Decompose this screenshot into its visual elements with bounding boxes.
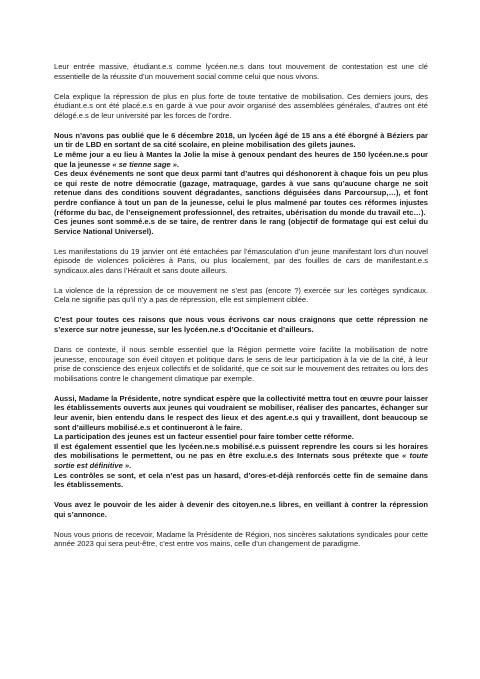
paragraph-youth-silenced: Ces jeunes sont sommé.e.s de se taire, de rentrer dans le rang (objectif de formatage qui est celui du Service National Universel). [54,217,428,236]
paragraph-power: Vous avez le pouvoir de les aider à devenir des citoyen.ne.s libres, en veillant à contrer la répression qui s’annonce. [54,500,428,519]
paragraph-events: Ces deux événements ne sont que deux parmi tant d’autres qui déshonorent à chaque fois un peu plus ce qui reste de notre démocratie (gazage, matraquage, gardes à vue sans qu’aucune charge ne soit retenue dans des conditions souvent dégradantes, sanctions déguisées dans Parcoursup,…), et font perdre confiance à tout un pan de la jeunesse, celui le plus malmené par toutes ces réformes injustes (réforme du bac, de l’enseignement professionnel, des retraites, ubérisation du monde du travail etc…). [54,169,428,217]
paragraph-targeted-repression: La violence de la répression de ce mouvement ne s’est pas (encore ?) exercée sur les cortèges syndicaux. Cela ne signifie pas qu’il n’y a pas de répression, elle est simplement ciblée. [54,285,428,305]
paragraph-controls: Les contrôles se sont, et cela n’est pas un hasard, d’ores-et-déjà renforcés cette fin de semaine dans les établissements. [54,470,428,490]
paragraph-mantes-la-jolie [54,150,428,169]
paragraph-president-request: Aussi, Madame la Présidente, notre syndicat espère que la collectivité mettra tout en œuvre pour laisser les établissements ouverts aux jeunes qui voudraient se mobiliser, réaliser des pancartes, échanger sur leur avenir, bien entendu dans le respect des lieux et des agent.e.s qui y travaillent, dont beaucoup se sont d’ailleurs mobilisé.e.s et continueront à le faire. [54,393,428,432]
mantes-quote: « se tienne sage » [112,159,177,169]
mantes-text: Le même jour a eu lieu à Mantes la Jolie la mise à genoux pendant des heures de 150 lycéen.ne.s pour que la jeunesse [54,149,428,169]
paragraph-closing: Nous vous prions de recevoir, Madame la Présidente de Région, nos sincères salutations syndicales pour cette année 2023 qui sera peut-être, c’est entre vos mains, celle d’un changement de paradigme. [54,529,428,549]
paragraph-boarding [54,442,428,471]
boarding-quote: « toute sortie est définitive » [54,451,428,470]
mantes-end: . [176,159,180,169]
paragraph-context: Dans ce contexte, il nous semble essentiel que la Région permette voire facilite la mobilisation de notre jeunesse, encourage son éveil citoyen et politique dans le sens de leur participation à la vie de la cité, à leur prise de conscience des enjeux collectifs et de solidarité, que ce soit sur le mouvement des retraites ou lors des mobilisations contre le changement climatique par exemple. [54,345,428,383]
paragraph-january-19: Les manifestations du 19 janvier ont été entachées par l’émasculation d’un jeune manifestant lors d’un nouvel épisode de violences policières à Paris, ou plus localement, par des fouilles de cars de manifestant.e.s syndicaux.ales dans l’Hérault et sans doute ailleurs. [54,246,428,275]
paragraph-repression: Cela explique la répression de plus en plus forte de toute tentative de mobilisation. Ces derniers jours, des étudiant.e.s ont été placé.e.s en garde à vue pour avoir organisé des assemblées générales, d’autres ont été délogé.e.s de leur université par les forces de l’ordre. [54,91,428,120]
paragraph-student-involvement: Leur entrée massive, étudiant.e.s comme lycéen.ne.s dans tout mouvement de contestation est une clé essentielle de la réussite d’un mouvement social comme celui que nous vivons. [54,62,428,81]
paragraph-beziers: Nous n’avons pas oublié que le 6 décembre 2018, un lycéen âgé de 15 ans a été éborgné à Béziers par un tir de LBD en sortant de sa cité scolaire, en pleine mobilisation des gilets jaunes. [54,130,428,150]
boarding-end: . [129,460,132,470]
paragraph-reasons: C’est pour toutes ces raisons que nous vous écrivons car nous craignons que cette répression ne s’exerce sur notre jeunesse, sur les lycéen.ne.s d’Occitanie et d’ailleurs. [54,315,428,335]
paragraph-participation: La participation des jeunes est un facteur essentiel pour faire tomber cette réforme. [54,432,354,442]
boarding-text: Il est également essentiel que les lycéen.ne.s mobilisé.e.s puissent reprendre les cours si les horaires des mobilisations le permettent, ou ne pas en être exclu.e.s des Internats sous prétexte que [54,441,428,461]
letter-body [54,62,428,559]
